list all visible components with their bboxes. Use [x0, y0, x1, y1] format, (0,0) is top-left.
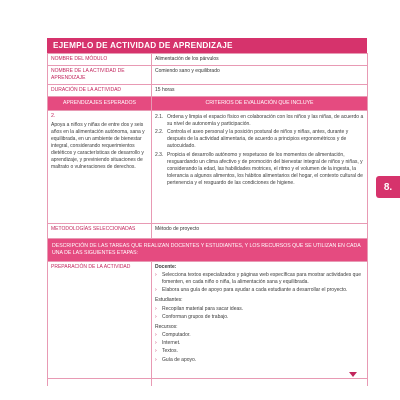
list-item: › Elabora una guía de apoyo para ayudar a cada estudiante a desarrollar el proyecto. — [155, 287, 348, 294]
criteria-num: 2.1. — [155, 114, 164, 121]
list-item: › Selecciona textos especializados y páginas web específicas para mostrar actividades que fomenten, en cada niño o niña, la alimentación sana y equilibrada. — [155, 272, 361, 286]
activity-table — [47, 53, 368, 386]
criteria-cell — [152, 111, 368, 224]
activity-page — [47, 38, 367, 386]
module-row — [48, 54, 368, 66]
expected-cell — [48, 111, 152, 224]
chevron-right-icon: › — [155, 287, 157, 294]
recursos-list — [155, 332, 364, 364]
list-item: › Textos. — [155, 348, 178, 355]
headers-row — [48, 97, 368, 111]
criteria-item — [155, 129, 364, 150]
list-item: › Recopilan material para sacar ideas. — [155, 305, 244, 312]
duration-label: DURACIÓN DE LA ACTIVIDAD — [48, 85, 152, 97]
bottom-divider — [47, 378, 367, 379]
criteria-item — [155, 152, 364, 187]
module-value: Alimentación de los párvulos — [152, 54, 368, 66]
chevron-right-icon: › — [155, 313, 157, 320]
list-item: › Guía de apoyo. — [155, 356, 197, 363]
chevron-right-icon: › — [155, 340, 157, 347]
triangle-down-icon — [349, 372, 357, 377]
docente-title: Docente: — [155, 264, 177, 270]
activity-label: NOMBRE DE LA ACTIVIDAD DE APRENDIZAJE — [48, 66, 152, 85]
prep-row — [48, 262, 368, 387]
criteria-num: 2.2. — [155, 129, 164, 136]
chevron-right-icon: › — [155, 305, 157, 312]
estudiantes-list — [155, 306, 364, 321]
criteria-item — [155, 114, 364, 128]
criteria-text: Ordena y limpia el espacio físico en colaboración con los niños y las niñas, de acuerdo a su nivel de autonomía y participación. — [167, 114, 364, 128]
expected-number: 2. — [51, 113, 56, 119]
duration-value: 15 horas — [152, 85, 368, 97]
criteria-header: CRITERIOS DE EVALUACIÓN QUE INCLUYE — [152, 97, 368, 111]
module-label: NOMBRE DEL MÓDULO — [48, 54, 152, 66]
page-title: EJEMPLO DE ACTIVIDAD DE APRENDIZAJE — [47, 38, 367, 53]
chevron-right-icon: › — [155, 331, 157, 338]
criteria-text: Propicia el desarrollo autónomo y respetuoso de los momentos de alimentación, resguardando un clima afectivo y de promoción del bienestar integral de niños y niñas, y considerando la edad, las habilidades motrices, el ritmo y el volumen de la ingesta, la tolerancia a algunos alimentos, los hábitos alimentarios del hogar, el contexto cultural de pertenencia y el resguardo de las condiciones de higiene. — [167, 151, 363, 186]
expected-text: Apoya a niños y niñas de entre dos y seis años en la alimentación autónoma, sana y equilibrada, en un ambiente de bienestar integral, considerando requerimientos dietéticos y características de desarrollo y aprendizaje, y previniendo situaciones de maltrato o vulneraciones de derechos. — [51, 122, 145, 170]
chevron-right-icon: › — [155, 356, 157, 363]
expected-header: APRENDIZAJES ESPERADOS — [48, 97, 152, 111]
prep-label: PREPARACIÓN DE LA ACTIVIDAD — [48, 262, 152, 387]
duration-row — [48, 85, 368, 97]
chapter-tab: 8. — [376, 176, 400, 198]
chevron-right-icon: › — [155, 272, 157, 279]
description-header: DESCRIPCIÓN DE LAS TAREAS QUE REALIZAN DOCENTES Y ESTUDIANTES, Y LOS RECURSOS QUE SE UTILIZAN EN CADA UNA DE LAS SIGUIENTES ETAPAS: — [48, 239, 368, 262]
learning-row — [48, 111, 368, 224]
criteria-list — [155, 114, 364, 186]
activity-row — [48, 66, 368, 85]
criteria-num: 2.3. — [155, 151, 164, 158]
activity-value: Comiendo sano y equilibrado — [152, 66, 368, 85]
estudiantes-title: Estudiantes: — [155, 297, 183, 304]
list-item: › Internet. — [155, 340, 181, 347]
description-row — [48, 239, 368, 262]
methodology-label: METODOLOGÍAS SELECCIONADAS — [48, 224, 152, 239]
methodology-row — [48, 224, 368, 239]
methodology-value: Método de proyecto — [152, 224, 368, 239]
list-item: › Conforman grupos de trabajo. — [155, 313, 229, 320]
docente-list — [155, 272, 364, 294]
criteria-text: Controla el aseo personal y la posición postural de niños y niñas, antes, durante y después de la actividad alimentaria, de acuerdo a principios ergonométricos y de autocuidado. — [167, 129, 349, 150]
prep-cell — [152, 262, 368, 387]
list-item: › Computador. — [155, 331, 191, 338]
chevron-right-icon: › — [155, 348, 157, 355]
recursos-title: Recursos: — [155, 323, 178, 330]
